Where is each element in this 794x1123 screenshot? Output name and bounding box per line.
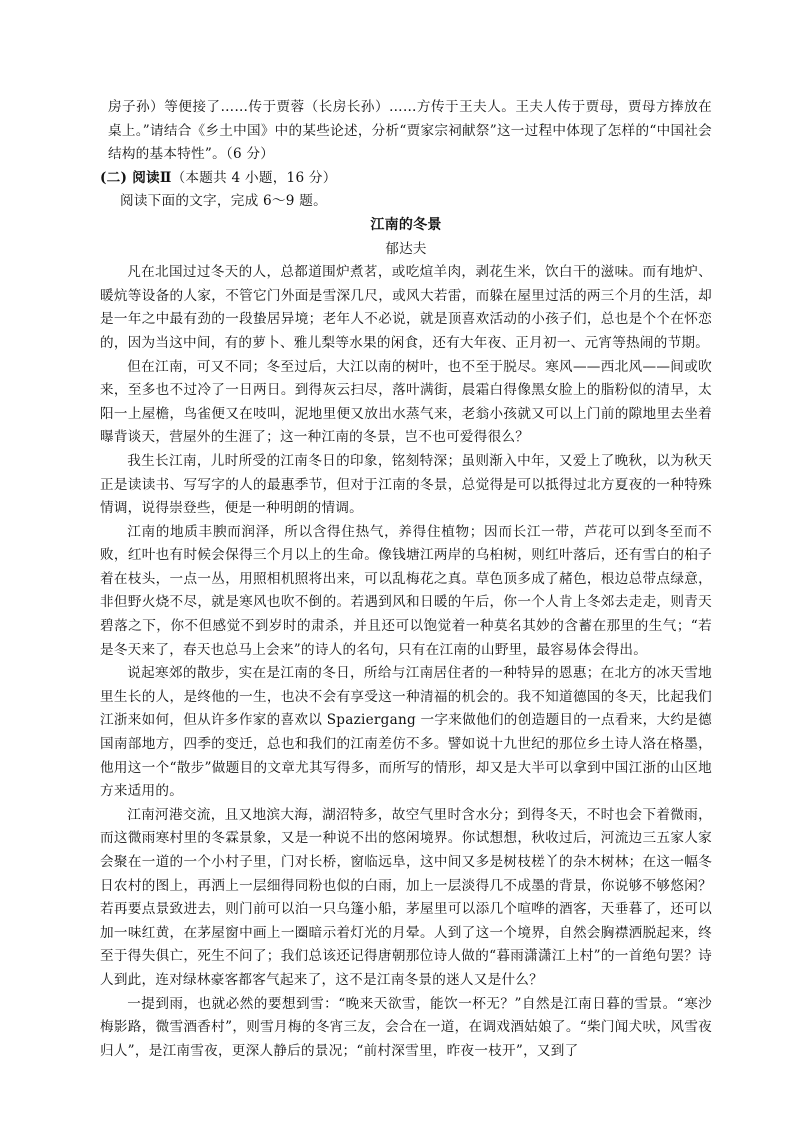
question-continuation: 房子孙）等便接了……传于贾蓉（长房长孙）……方传于王夫人。王夫人传于贾母，贾母方捧放在桌上。”请结合《乡土中国》中的某些论述，分析“贾家宗祠献祭”这一过程中体现了怎样的“中国社会结构的基本特性”。（6 分） bbox=[108, 99, 712, 163]
article-author: 郁达夫 bbox=[385, 240, 427, 257]
paragraph: 一提到雨，也就必然的要想到雪：“晚来天欲雪，能饮一杯无？”自然是江南日暮的雪景。“寒沙梅影路，微雪酒香村”，则雪月梅的冬宵三友，会合在一道，在调戏酒姑娘了。“柴门闻犬吠，风雪夜归人”，是江南雪夜，更深人静后的景况；“前村深雪里，昨夜一枝开”，又到了 bbox=[100, 995, 712, 1059]
paragraph: 我生长江南，儿时所受的江南冬日的印象，铭刻特深；虽则渐入中年，又爱上了晚秋，以为秋天正是读读书、写写字的人的最惠季节，但对于江南的冬景，总觉得是可以抵得过北方夏夜的一种特殊情调，说得崇登些，便是一种明朗的情调。 bbox=[100, 452, 712, 517]
article-title: 江南的冬景 bbox=[370, 216, 442, 233]
paragraph: 说起寒郊的散步，实在是江南的冬日，所给与江南居住者的一种特异的恩惠；在北方的冰天雪地里生长的人，是终他的一生，也决不会有享受这一种清福的机会的。我不知道德国的冬天，比起我们江浙来如何，但从许多作家的喜欢以 Spaziergang 一字来做他们的创造题目的一点看来，大约是德国南部地方，四季的变迁，总也和我们的江南差仿不多。譬如说十九世纪的那位乡土诗人洛在格墨，他用这一个“散步”做题目的文章尤其写得多，而所写的情形，却又是大半可以拿到中国江浙的山区地方来适用的。 bbox=[100, 665, 712, 800]
section-instruction: 阅读下面的文字，完成 6～9 题。 bbox=[120, 193, 327, 210]
section-detail: （本题共 4 小题，16 分） bbox=[171, 169, 337, 186]
document-page bbox=[100, 96, 712, 1063]
paragraph: 江南河港交流，且又地滨大海，湖沼特多，故空气里时含水分；到得冬天，不时也会下着微雨，而这微雨寒村里的冬霖景象，又是一种说不出的悠闲境界。你试想想，秋收过后，河流边三五家人家会聚在一道的一个小村子里，门对长桥，窗临远阜，这中间又多是树枝槎丫的杂木树林；在这一幅冬日农村的图上，再洒上一层细得同粉也似的白雨，加上一层淡得几不成墨的背景，你说够不够悠闲？若再要点景致进去，则门前可以泊一只乌篷小船，茅屋里可以添几个喧哗的酒客，天垂暮了，还可以加一味红黄，在茅屋窗中画上一圈暗示着灯光的月晕。人到了这一个境界，自然会胸襟洒脱起来，终至于得失俱亡，死生不问了；我们总该还记得唐朝那位诗人做的“暮雨潇潇江上村”的一首绝句罢？诗人到此，连对绿林豪客都客气起来了，这不是江南冬景的迷人又是什么？ bbox=[100, 806, 712, 988]
section-label: (二) 阅读Ⅱ bbox=[100, 169, 172, 186]
paragraph: 但在江南，可又不同；冬至过后，大江以南的树叶，也不至于脱尽。寒风——西北风——间或吹来，至多也不过冷了一日两日。到得灰云扫尽，落叶满街，晨霜白得像黑女脸上的脂粉似的清早，太阳一上屋檐，鸟雀便又在吱叫，泥地里便又放出水蒸气来，老翁小孩就又可以上门前的隙地里去坐着曝背谈天，营屋外的生涯了；这一种江南的冬景，岂不也可爱得很么？ bbox=[100, 358, 712, 446]
paragraph: 凡在北国过过冬天的人，总都道围炉煮茗，或吃煊羊肉，剥花生米，饮白干的滋味。而有地炉、暖炕等设备的人家，不管它门外面是雪深几尺，或风大若雷，而躲在屋里过活的两三个月的生活，却是一年之中最有劲的一段蛰居异境；老年人不必说，就是顶喜欢活动的小孩子们，总也是个个在怀恋的，因为当这中间，有的萝卜、雅儿梨等水果的闲食，还有大年夜、正月初一、元宵等热闹的节期。 bbox=[100, 264, 712, 351]
paragraph: 江南的地质丰腴而润泽，所以含得住热气，养得住植物；因而长江一带，芦花可以到冬至而不败，红叶也有时候会保得三个月以上的生命。像钱塘江两岸的乌桕树，则红叶落后，还有雪白的桕子着在枝头，一点一丛，用照相机照将出来，可以乱梅花之真。草色顶多成了赭色，根边总带点绿意，非但野火烧不尽，就是寒风也吹不倒的。若遇到风和日暖的午后，你一个人肯上冬郊去走走，则青天碧落之下，你不但感觉不到岁时的肃杀，并且还可以饱觉着一种莫名其妙的含蓄在那里的生气；“若是冬天来了，春天也总马上会来”的诗人的名句，只有在江南的山野里，最容易体会得出。 bbox=[100, 523, 712, 658]
section-header bbox=[100, 167, 712, 191]
